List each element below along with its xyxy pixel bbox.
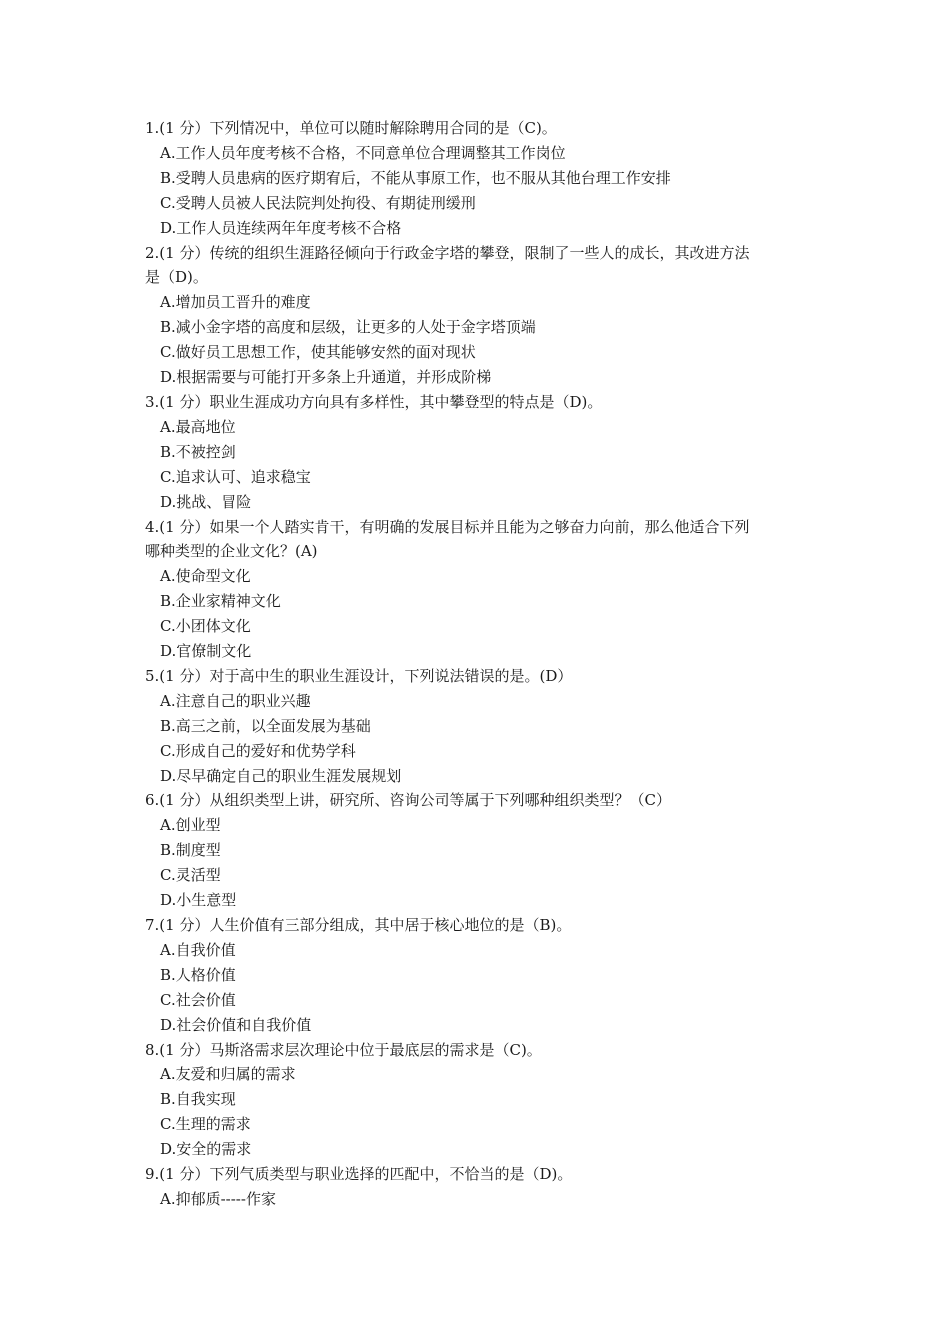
option-line: D.尽早确定自己的职业生涯发展规划 — [160, 766, 402, 785]
option-line: D.安全的需求 — [160, 1140, 252, 1159]
option-line: D.根据需要与可能打开多条上升通道，并形成阶梯 — [160, 368, 492, 387]
question-line: 3.(1 分）职业生涯成功方向具有多样性，其中攀登型的特点是（D)。 — [145, 392, 603, 411]
option-line: C.小团体文化 — [160, 617, 251, 636]
question-line: 7.(1 分）人生价值有三部分组成，其中居于核心地位的是（B)。 — [145, 916, 572, 934]
option-line: A.使命型文化 — [160, 567, 251, 586]
option-line: D.工作人员连续两年年度考核不合格 — [160, 218, 402, 237]
option-line: D.小生意型 — [160, 891, 237, 910]
question-line: 6.(1 分）从组织类型上讲，研究所、咨询公司等属于下列哪种组织类型？（C） — [145, 791, 671, 810]
option-line: D.社会价值和自我价值 — [160, 1015, 312, 1034]
option-line: B.制度型 — [160, 841, 221, 860]
option-line: A.抑郁质-----作家 — [160, 1189, 276, 1208]
option-line: C.形成自己的爱好和优势学科 — [160, 741, 356, 760]
question-line: 2.(1 分）传统的组织生涯路径倾向于行政金字塔的攀登，限制了一些人的成长，其改进方法 — [145, 243, 750, 262]
option-line: A.增加员工晋升的难度 — [160, 293, 311, 312]
option-line: A.工作人员年度考核不合格，不同意单位合理调整其工作岗位 — [160, 143, 566, 162]
question-line: 哪种类型的企业文化？(A) — [145, 542, 318, 561]
question-line: 4.(1 分）如果一个人踏实肯干，有明确的发展目标并且能为之够奋力向前，那么他适合下列 — [145, 517, 750, 536]
option-line: A.创业型 — [160, 816, 221, 835]
question-line: 5.(1 分）对于高中生的职业生涯设计，下列说法错误的是。(D） — [145, 666, 573, 685]
option-line: B.减小金字塔的高度和层级，让更多的人处于金字塔顶端 — [160, 318, 536, 337]
question-line: 8.(1 分）马斯洛需求层次理论中位于最底层的需求是（C)。 — [145, 1040, 542, 1059]
option-line: C.受聘人员被人民法院判处拘役、有期徒刑缓刑 — [160, 193, 476, 212]
question-line: 是（D)。 — [145, 268, 208, 287]
option-line: C.灵活型 — [160, 866, 221, 885]
option-line: C.社会价值 — [160, 990, 236, 1009]
option-line: A.自我价值 — [160, 940, 236, 959]
question-line: 9.(1 分）下列气质类型与职业选择的匹配中，不恰当的是（D)。 — [145, 1165, 573, 1184]
option-line: A.注意自己的职业兴趣 — [160, 691, 311, 710]
option-line: C.做好员工思想工作，使其能够安然的面对现状 — [160, 343, 476, 362]
option-line: C.追求认可、追求稳宝 — [160, 467, 311, 486]
option-line: B.企业家精神文化 — [160, 592, 281, 611]
question-line: 1.(1 分）下列情况中，单位可以随时解除聘用合同的是（C)。 — [145, 119, 557, 137]
option-line: B.受聘人员患病的医疗期宥后，不能从事原工作，也不服从其他台理工作安排 — [160, 168, 671, 187]
option-line: D.官僚制文化 — [160, 642, 252, 661]
option-line: B.自我实现 — [160, 1090, 236, 1109]
option-line: A.友爱和归属的需求 — [160, 1065, 296, 1084]
option-line: A.最高地位 — [160, 417, 236, 436]
document-body — [145, 116, 815, 1212]
option-line: B.人格价值 — [160, 965, 236, 984]
option-line: B.高三之前，以全面发展为基础 — [160, 716, 371, 735]
option-line: C.生理的需求 — [160, 1115, 251, 1134]
option-line: B.不被控剑 — [160, 442, 236, 461]
option-line: D.挑战、冒险 — [160, 492, 252, 511]
